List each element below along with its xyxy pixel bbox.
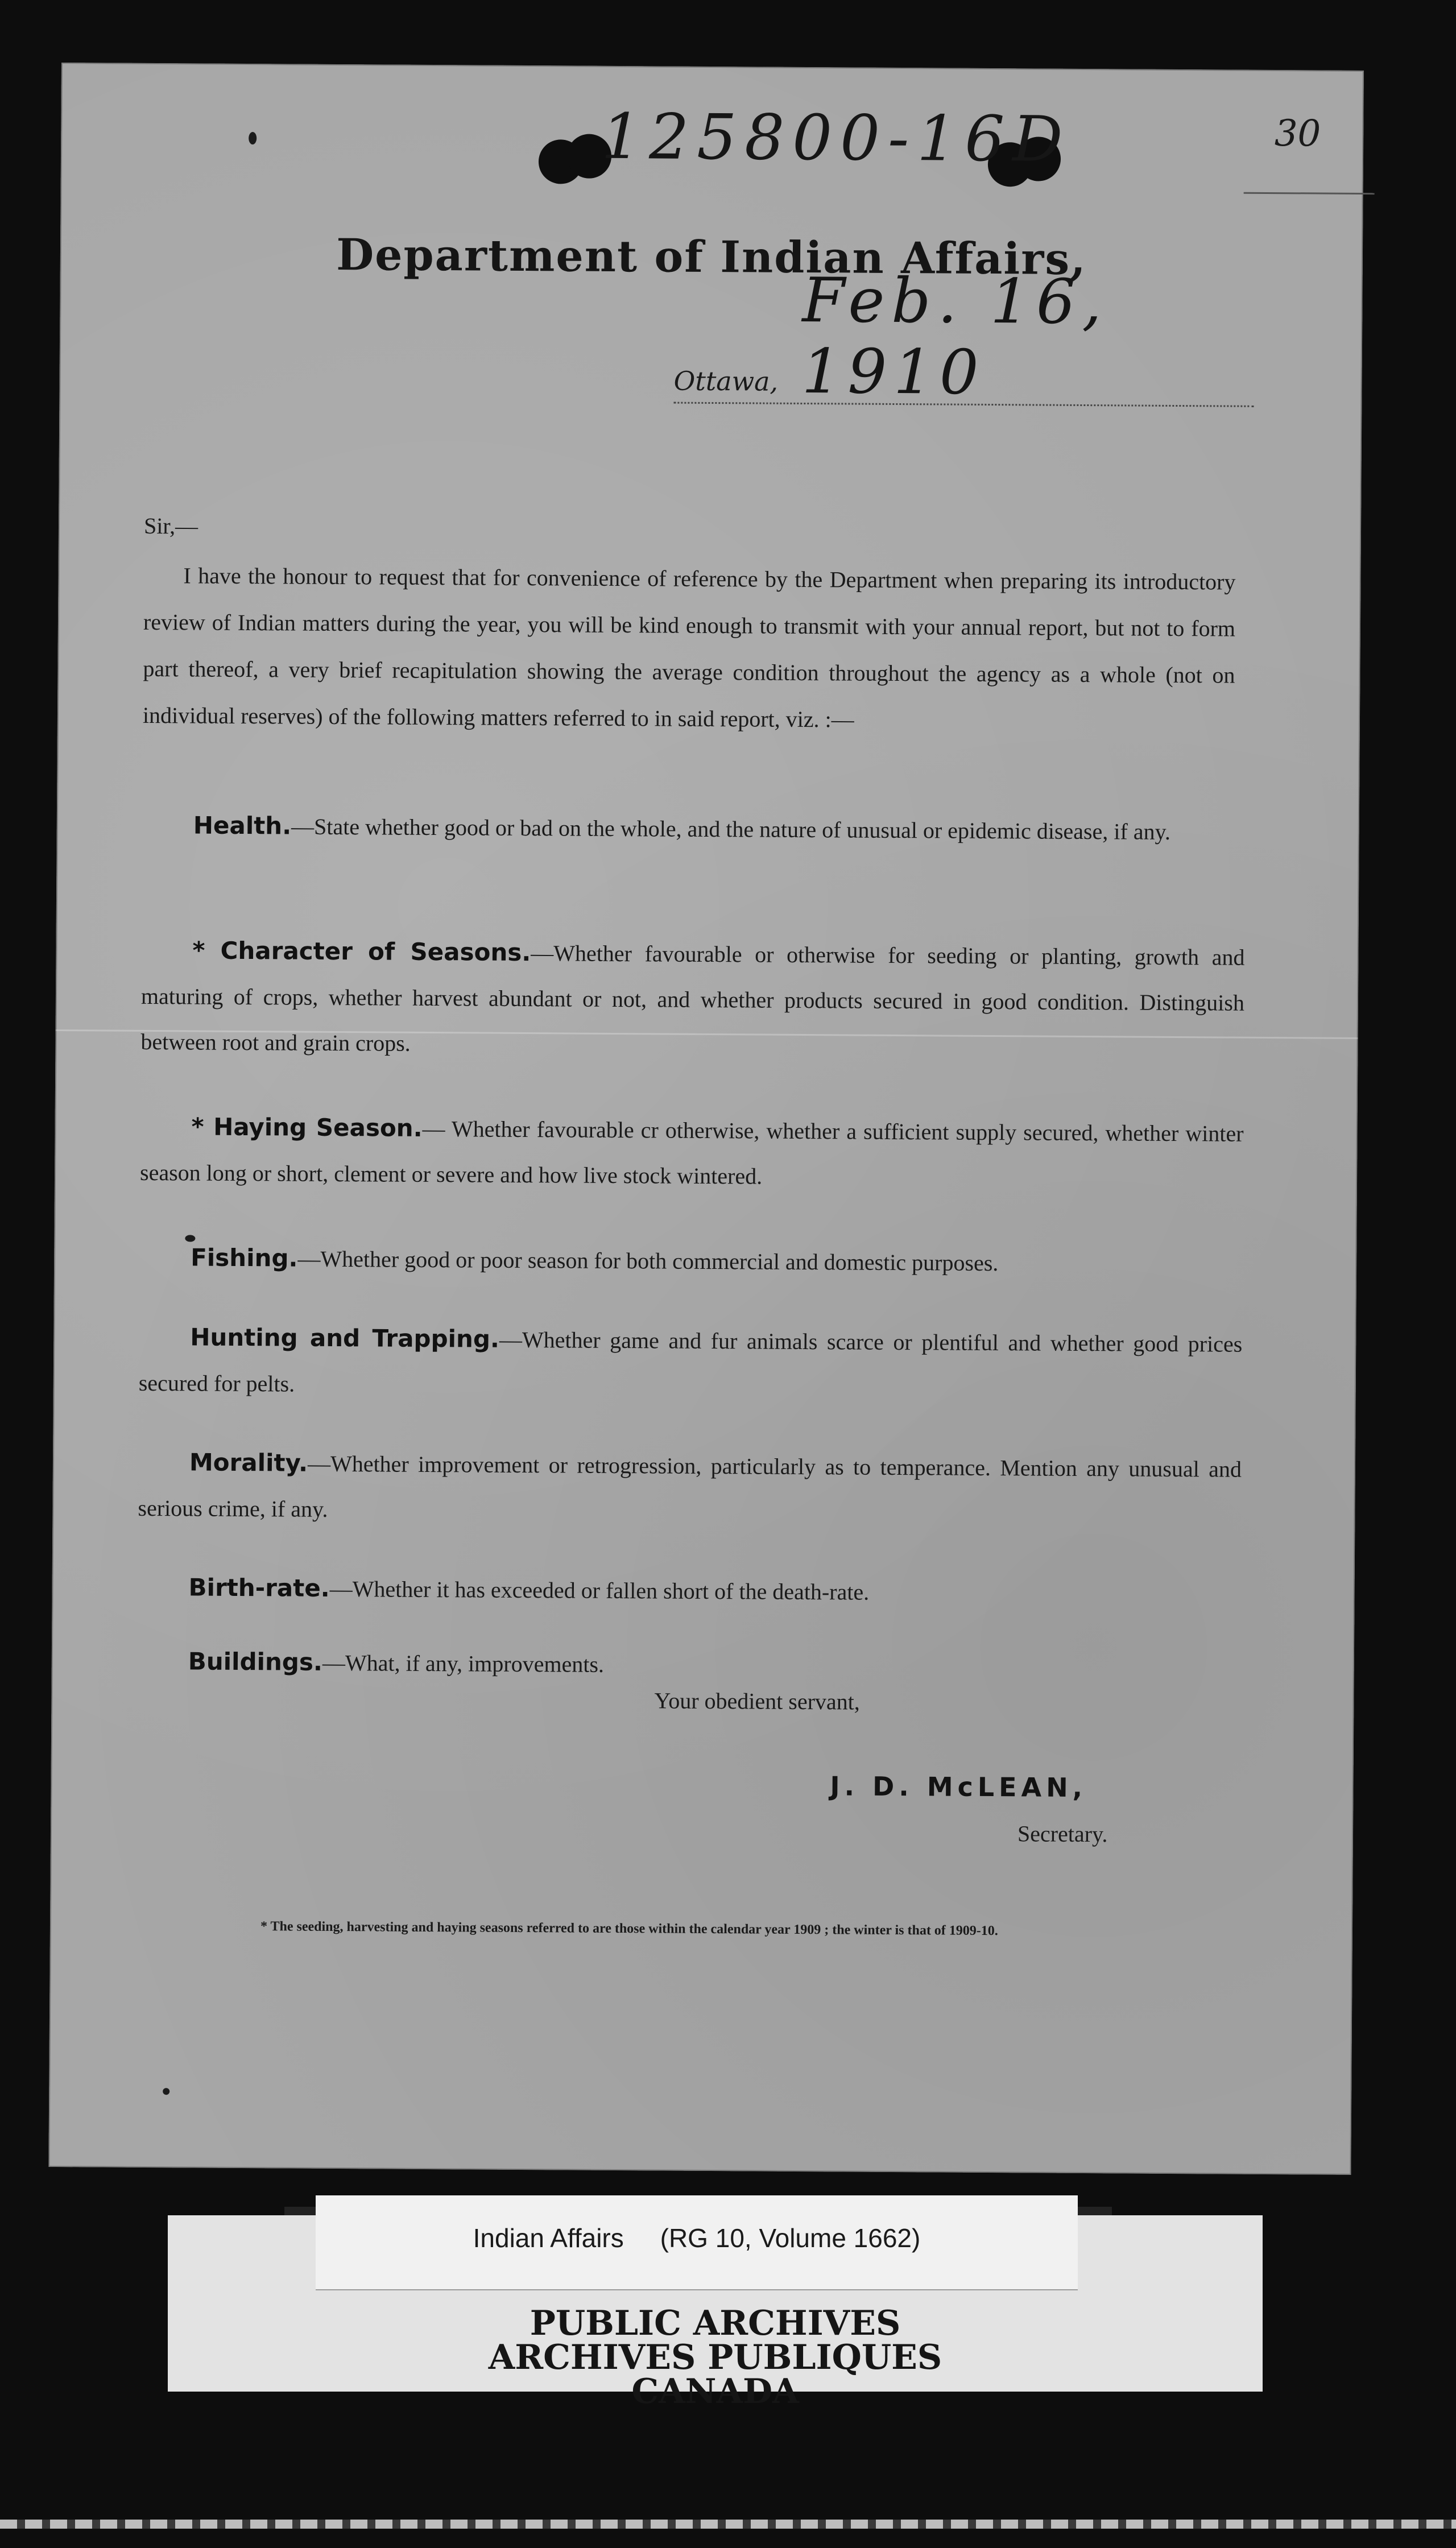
item-heading: Morality. <box>189 1448 308 1477</box>
item-text: —Whether it has exceeded or fallen short of the death-rate. <box>329 1575 870 1605</box>
item-haying-season <box>140 1104 1244 1202</box>
file-number: 125800-16D <box>601 100 1071 176</box>
page-number: 30 <box>1274 113 1321 155</box>
letter-sheet <box>48 63 1364 2175</box>
file-number-stamp <box>504 100 1119 195</box>
ink-speck <box>185 1235 195 1242</box>
item-text: — Whether favourable cr otherwise, whether a sufficient supply secured, whether winter season long or short, clement or severe and how live stock wintered. <box>139 1115 1244 1189</box>
item-text: —Whether favourable or otherwise for seeding or planting, growth and maturing of crops, whether harvest abundant or not, and whether products secured in good condition. Distinguish between root and grain crops. <box>140 940 1245 1056</box>
item-heading: Birth-rate. <box>188 1573 330 1602</box>
archive-reference: Indian Affairs (RG 10, Volume 1662) <box>473 2223 921 2253</box>
archive-reference-strip <box>316 2195 1078 2290</box>
item-heading: Buildings. <box>188 1647 323 1676</box>
item-text: —Whether improvement or retrogression, particularly as to temperance. Mention any unusual and serious crime, if any. <box>138 1450 1242 1522</box>
signer-title: Secretary. <box>1017 1821 1108 1847</box>
archive-line-3: CANADA <box>631 2372 799 2412</box>
film-perforation-edge <box>0 2520 1456 2529</box>
archive-line-1: PUBLIC ARCHIVES <box>530 2303 901 2343</box>
item-birth-rate <box>137 1565 1240 1618</box>
item-morality <box>138 1440 1242 1538</box>
item-heading: Fishing. <box>191 1243 298 1272</box>
ink-speck <box>163 2088 169 2095</box>
item-fishing <box>139 1235 1243 1288</box>
dateline-date: Feb. 16, 1910 <box>801 264 1109 408</box>
item-text: —Whether good or poor season for both commercial and domestic purposes. <box>297 1246 999 1276</box>
item-heading: Hunting and Trapping. <box>190 1323 500 1353</box>
dateline <box>673 264 1254 408</box>
item-hunting-and-trapping <box>139 1314 1243 1413</box>
item-character-of-seasons <box>140 928 1244 1072</box>
department-heading: Department of Indian Affairs, <box>336 229 1087 285</box>
item-heading: * Character of Seasons. <box>192 936 531 967</box>
archive-line-2: ARCHIVES PUBLIQUES <box>488 2338 942 2377</box>
item-heading: * Haying Season. <box>191 1112 423 1142</box>
signer-name: J. D. McLEAN, <box>830 1771 1087 1804</box>
ink-speck <box>249 132 257 144</box>
archive-stamp <box>168 2303 1263 2412</box>
item-text: —State whether good or bad on the whole, and the nature of unusual or epidemic disease, if any. <box>291 813 1171 845</box>
item-text: —Whether game and fur animals scarce or plentiful and whether good prices secured for pelts. <box>138 1326 1243 1397</box>
page-number-rule <box>1244 192 1375 195</box>
item-buildings <box>137 1639 1240 1691</box>
closing: Your obedient servant, <box>654 1687 861 1715</box>
dateline-city: Ottawa, <box>673 365 779 397</box>
item-heading: Health. <box>193 811 292 840</box>
footnote: * The seeding, harvesting and haying seasons referred to are those within the calendar year 1909 ; the winter is that of 1909-10. <box>260 1919 998 1939</box>
intro-paragraph: I have the honour to request that for convenience of reference by the Department when preparing its introductory review of Indian matters during the year, you will be kind enough to transmit with your annual report, but not to form part thereof, a very brief recapitulation showing the average condition throughout the agency as a whole (not on individual reserves) of the following matters referred to in said report, viz. :— <box>142 562 1236 733</box>
salutation: Sir,— <box>143 512 198 539</box>
item-text: —What, if any, improvements. <box>322 1649 605 1677</box>
item-health <box>142 803 1246 855</box>
